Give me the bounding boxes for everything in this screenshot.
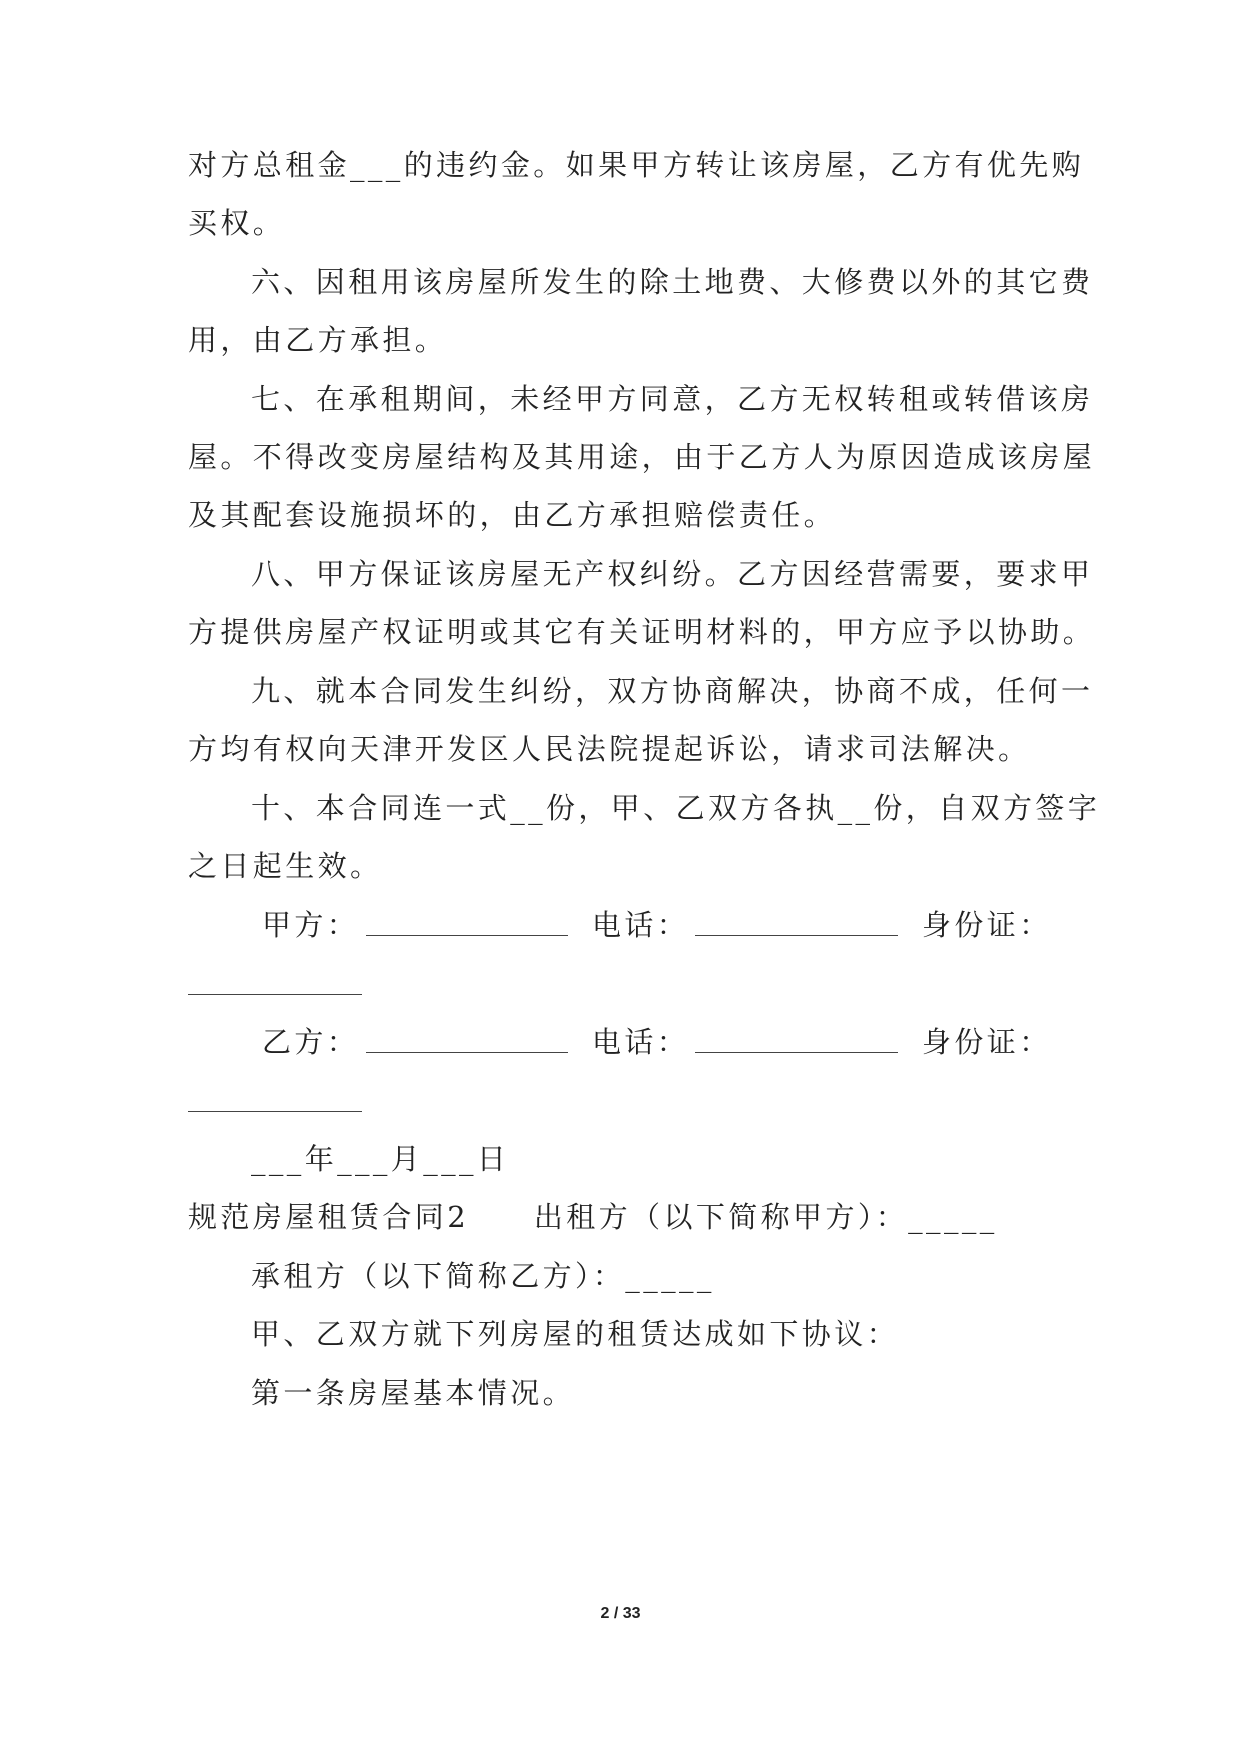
paragraph-line: 买权。 [188,206,286,240]
party-b-phone-label: 电话： [592,1025,690,1059]
party-a-label: 甲方： [262,908,360,942]
party-a-id-blank [188,994,362,995]
contract2-title-line: 规范房屋租赁合同2 出租方（以下简称甲方）：_____ [188,1200,998,1234]
page-number: 2 / 33 [600,1605,641,1622]
paragraph-line: 对方总租金___的违约金。如果甲方转让该房屋，乙方有优先购 [188,148,1085,182]
date-line: ___年___月___日 [251,1142,510,1176]
party-a-id-label: 身份证： [922,908,1052,942]
article1-line: 第一条房屋基本情况。 [251,1376,576,1410]
paragraph-line: 之日起生效。 [188,849,383,883]
party-b-phone-blank [695,1052,898,1053]
paragraph-line: 十、本合同连一式__份，甲、乙双方各执__份，自双方签字 [251,791,1101,825]
party-b-id-blank [188,1111,362,1112]
paragraph-line: 屋。不得改变房屋结构及其用途，由于乙方人为原因造成该房屋 [188,440,1096,474]
party-a-phone-blank [695,935,898,936]
lessee-line: 承租方（以下简称乙方）：_____ [251,1259,715,1293]
paragraph-line: 方提供房屋产权证明或其它有关证明材料的，甲方应予以协助。 [188,615,1096,649]
paragraph-line: 七、在承租期间，未经甲方同意，乙方无权转租或转借该房 [251,382,1094,416]
party-b-id-label: 身份证： [922,1025,1052,1059]
paragraph-line: 九、就本合同发生纠纷，双方协商解决，协商不成，任何一 [251,674,1094,708]
paragraph-line: 方均有权向天津开发区人民法院提起诉讼，请求司法解决。 [188,732,1031,766]
paragraph-line: 用，由乙方承担。 [188,323,448,357]
party-a-phone-label: 电话： [592,908,690,942]
agreement-line: 甲、乙双方就下列房屋的租赁达成如下协议： [251,1317,900,1351]
party-a-blank [366,935,568,936]
party-b-label: 乙方： [262,1025,360,1059]
paragraph-line: 及其配套设施损坏的，由乙方承担赔偿责任。 [188,498,837,532]
party-b-blank [366,1052,568,1053]
paragraph-line: 八、甲方保证该房屋无产权纠纷。乙方因经营需要，要求甲 [251,557,1094,591]
paragraph-line: 六、因租用该房屋所发生的除土地费、大修费以外的其它费 [251,265,1094,299]
